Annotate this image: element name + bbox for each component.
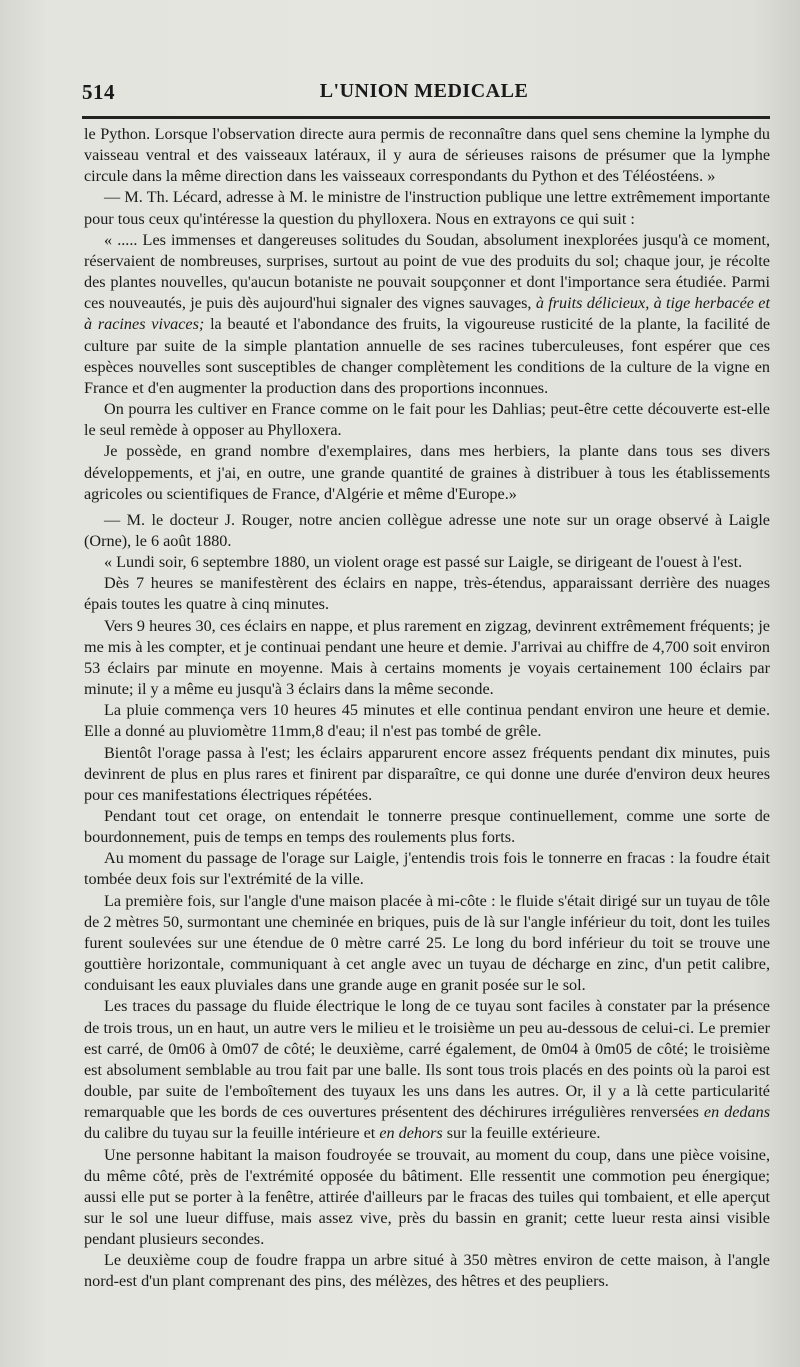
paragraph-pluie: La pluie commença vers 10 heures 45 minutes et elle continua pendant environ une heure et demie. Elle a donné au pluviomètre 11mm,8 d'eau; il n'est pas tombé de grêle. xyxy=(84,701,770,741)
traces-text: Les traces du passage du fluide électrique le long de ce tuyau sont faciles à constater par la présence de trois trous, un en haut, un autre vers le milieu et le troisième un peu au-dessous de celui-ci. Le premier est carré, de 0m06 à 0m07 de côté; le deuxième, carré également, de 0m04 à 0m05 de côté; le troisième est absolument semblable au trou fait par une balle. Ils sont tous trois placés en des points où la paroi est double, par suite de l'emboîtement des tuyaux les uns dans les autres. Or, il y a là cette particularité remarquable que les bords de ces ouvertures présentent des déchirures irrégulières renversées xyxy=(84,997,770,1122)
paragraph-traces xyxy=(84,996,770,1144)
running-title: L'UNION MEDICALE xyxy=(319,80,529,102)
paragraph-dahlias: On pourra les cultiver en France comme on le fait pour les Dahlias; peut-être cette découverte est-elle le seul remède à opposer au Phylloxera. xyxy=(84,400,770,440)
paragraph-soudan xyxy=(84,230,770,399)
traces-text-end: sur la feuille extérieure. xyxy=(446,1124,601,1143)
paragraph-rouger: — M. le docteur J. Rouger, notre ancien collègue adresse une note sur un orage observé à Laigle (Orne), le 6 août 1880. xyxy=(84,510,770,550)
paragraph-passage: Au moment du passage de l'orage sur Laigle, j'entendis trois fois le tonnerre en fracas : la foudre était tombée deux fois sur l'extrémité de la ville. xyxy=(84,849,770,889)
page-header xyxy=(80,80,768,114)
soudan-text-end: la beauté et l'abondance des fruits, la vigoureuse rusticité de la plante, la facilité de culture par suite de la simple plantation annuelle de ses racines tuberculeuses, font espérer que ces espèces nouvelles sont susceptibles de changer complètement les conditions de la culture de la vigne en France et d'en augmenter la production dans des proportions inconnues. xyxy=(84,315,771,397)
article-body xyxy=(84,124,770,1293)
page-number: 514 xyxy=(82,80,115,104)
traces-italic-dedans: en dedans xyxy=(703,1103,771,1122)
paragraph-lundi: « Lundi soir, 6 septembre 1880, un violent orage est passé sur Laigle, se dirigeant de l'ouest à l'est. xyxy=(104,553,743,572)
paragraph-7-heures: Dès 7 heures se manifestèrent des éclairs en nappe, très-étendus, apparaissant derrière des nuages épais toutes les quatre à cinq minutes. xyxy=(84,574,770,614)
paragraph-tonnerre: Pendant tout cet orage, on entendait le tonnerre presque continuellement, comme une sorte de bourdonnement, puis de temps en temps des roulements plus forts. xyxy=(84,807,770,847)
paragraph-bientot: Bientôt l'orage passa à l'est; les éclairs apparurent encore assez fréquents pendant dix minutes, puis devinrent de plus en plus rares et finirent par disparaître, ce qui donne une durée d'environ deux heures pour ces manifestations électriques répétées. xyxy=(84,743,770,804)
traces-text-mid: du calibre du tuyau sur la feuille intérieure et xyxy=(84,1124,376,1143)
soudan-text-start: « ..... Les immenses et dangereuses solitudes du Soudan, absolument inexplorées jusqu'à ce moment, réservaient de nombreuses, surprises, surtout au point de vue des produits du sol; chaque jour, je récolte des plantes nouvelles, qu'aucun botaniste ne pouvait soupçonner et dont l'importance sera étudiée. Parmi ces nouveautés, je puis dès aujourd'hui signaler des vignes sauvages, xyxy=(84,230,770,313)
soudan-italic: à fruits délicieux, à tige herbacée et à racines vivaces; xyxy=(84,294,770,334)
header-rule xyxy=(82,116,770,119)
paragraph-premiere-fois: La première fois, sur l'angle d'une maison placée à mi-côte : le fluide s'était dirigé sur un tuyau de tôle de 2 mètres 50, surmontant une cheminée en briques, puis de là sur l'angle inférieur du toit, dont les tuiles furent soulevées sur une étendue de 0 mètre carré 25. Le long du bord inférieur du toit se trouve une gouttière horizontale, communiquant à cet angle avec un tuyau de décharge en zinc, d'un petit calibre, conduisant les eaux pluviales dans une grande auge en granit posée sur le sol. xyxy=(84,891,770,995)
paragraph-python: le Python. Lorsque l'observation directe aura permis de reconnaître dans quel sens chemine la lymphe du vaisseau ventral et des vaisseaux latéraux, il y aura de sérieuses raisons de présumer que la lymphe circule dans la même direction dans les vaisseaux correspondants du Python et des Téléostéens. » xyxy=(84,125,770,186)
traces-italic-dehors: en dehors xyxy=(379,1124,443,1143)
paragraph-lecard: — M. Th. Lécard, adresse à M. le ministre de l'instruction publique une lettre extrêmement importante pour tous ceux qu'intéresse la question du phylloxera. Nous en extrayons ce qui suit : xyxy=(84,188,770,228)
paragraph-deuxieme-coup: Le deuxième coup de foudre frappa un arbre situé à 350 mètres environ de cette maison, à l'angle nord-est d'un plant comprenant des pins, des mélèzes, des hêtres et des peupliers. xyxy=(84,1251,770,1291)
paragraph-herbiers: Je possède, en grand nombre d'exemplaires, dans mes herbiers, la plante dans tous ses divers développements, et j'ai, en outre, une grande quantité de graines à distribuer à tous les établissements agricoles ou scientifiques de France, d'Algérie et même d'Europe.» xyxy=(84,442,770,503)
paragraph-personne: Une personne habitant la maison foudroyée se trouvait, au moment du coup, dans une pièce voisine, du même côté, près de l'extrémité opposée du bâtiment. Elle ressentit une commotion peu énergique; aussi elle put se porter à la fenêtre, attirée d'ailleurs par le fracas des tuiles qui tombaient, et elle aperçut sur le sol une lueur diffuse, mais assez vive, près du bassin en granit; cette lueur resta ainsi visible pendant plusieurs secondes. xyxy=(84,1145,770,1249)
paragraph-9-heures: Vers 9 heures 30, ces éclairs en nappe, et plus rarement en zigzag, devinrent extrêmement fréquents; je me mis à les compter, et je continuai pendant une heure et demie. J'arrivai au chiffre de 4,700 soit environ 53 éclairs par minute en moyenne. Mais à certains moments je voyais certainement 100 éclairs par minute; il y a même eu jusqu'à 3 éclairs dans la même seconde. xyxy=(84,616,770,699)
